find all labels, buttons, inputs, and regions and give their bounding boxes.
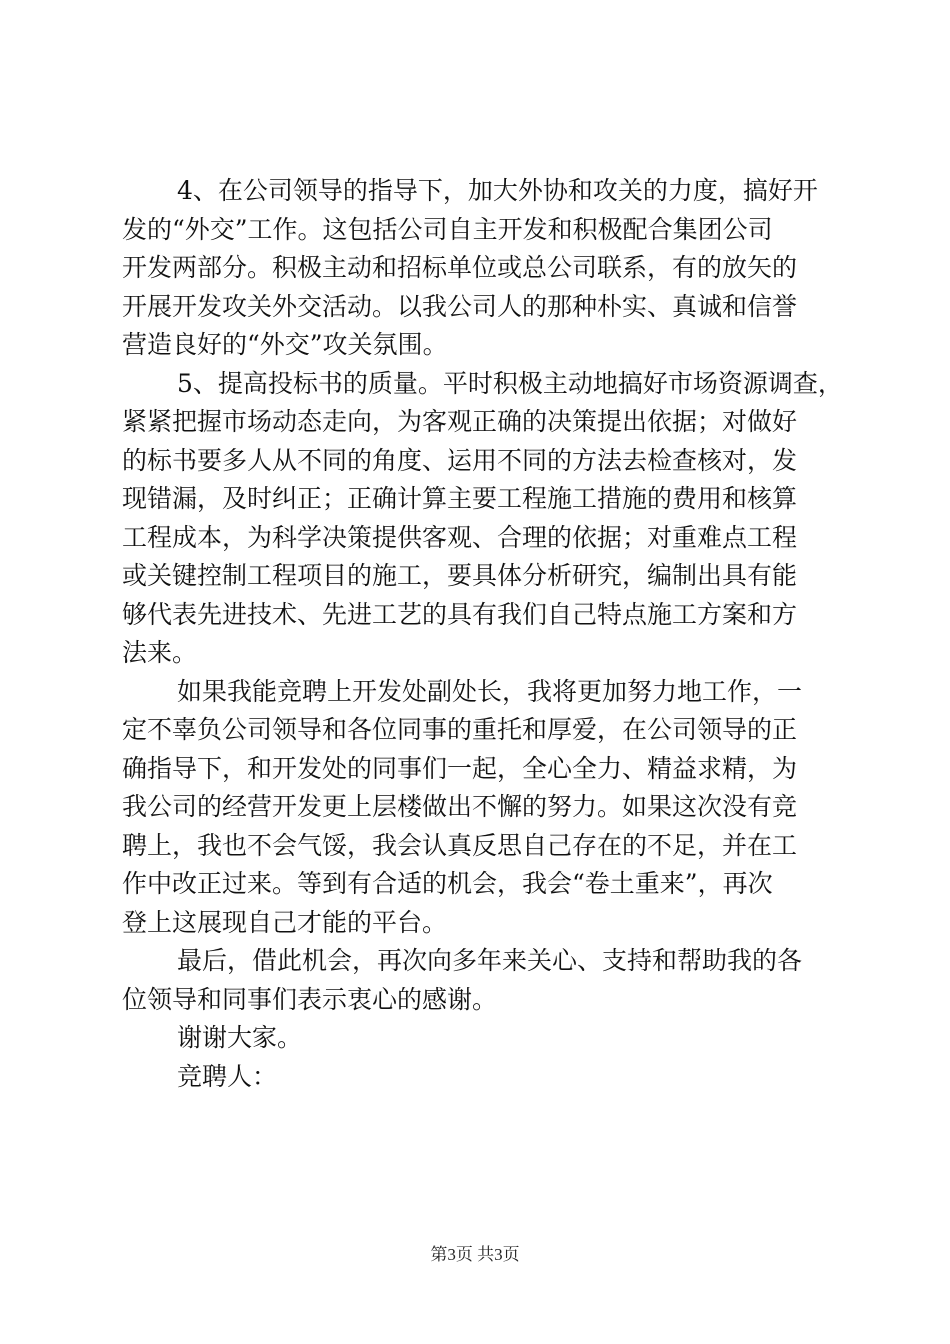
paragraph-signature (122, 1058, 842, 1097)
text-line: 的标书要多人从不同的角度、运用不同的方法去检查核对，发 (122, 445, 798, 475)
text-line: 5、提高投标书的质量。平时积极主动地搞好市场资源调查， (177, 368, 843, 398)
text-line: 开展开发攻关外交活动。以我公司人的那种朴实、真诚和信誉 (122, 291, 798, 321)
text-line: 定不辜负公司领导和各位同事的重托和厚爱，在公司领导的正 (122, 715, 798, 744)
text-line: 法来。 (122, 638, 198, 667)
document-body (122, 172, 842, 1096)
paragraph-item-4 (122, 172, 842, 365)
text-line: 确指导下，和开发处的同事们一起，全心全力、精益求精，为 (122, 753, 798, 783)
paragraph-thanks-colleagues (122, 942, 842, 1019)
paragraph-commitment (122, 673, 842, 943)
text-line: 登上这展现自己才能的平台。 (122, 907, 448, 937)
text-line: 工程成本，为科学决策提供客观、合理的依据；对重难点工程 (122, 522, 798, 552)
text-line: 4、在公司领导的指导下，加大外协和攻关的力度，搞好开 (177, 176, 818, 205)
text-line: 现错漏，及时纠正；正确计算主要工程施工措施的费用和核算 (122, 484, 798, 513)
text-line: 紧紧把握市场动态走向，为客观正确的决策提出依据；对做好 (122, 407, 798, 436)
paragraph-item-5 (122, 365, 842, 673)
text-line: 营造良好的“外交”攻关氛围。 (122, 330, 448, 359)
signature-label: 竞聘人： (177, 1061, 278, 1091)
paragraph-thanks-all (122, 1019, 842, 1058)
text-line: 谢谢大家。 (177, 1023, 303, 1052)
text-line: 够代表先进技术、先进工艺的具有我们自己特点施工方案和方 (122, 599, 798, 629)
text-line: 位领导和同事们表示衷心的感谢。 (122, 984, 498, 1014)
text-line: 最后，借此机会，再次向多年来关心、支持和帮助我的各 (177, 946, 803, 975)
text-line: 或关键控制工程项目的施工，要具体分析研究，编制出具有能 (122, 561, 798, 590)
text-line: 开发两部分。积极主动和招标单位或总公司联系，有的放矢的 (122, 253, 798, 282)
text-line: 我公司的经营开发更上层楼做出不懈的努力。如果这次没有竞 (122, 792, 798, 821)
text-line: 如果我能竞聘上开发处副处长，我将更加努力地工作，一 (177, 676, 803, 706)
text-line: 发的“外交”工作。这包括公司自主开发和积极配合集团公司 (122, 214, 773, 244)
page-number-footer: 第3页 共3页 (430, 1245, 520, 1264)
text-line: 作中改正过来。等到有合适的机会，我会“卷土重来”，再次 (122, 869, 773, 898)
text-line: 聘上，我也不会气馁，我会认真反思自己存在的不足，并在工 (122, 830, 798, 860)
